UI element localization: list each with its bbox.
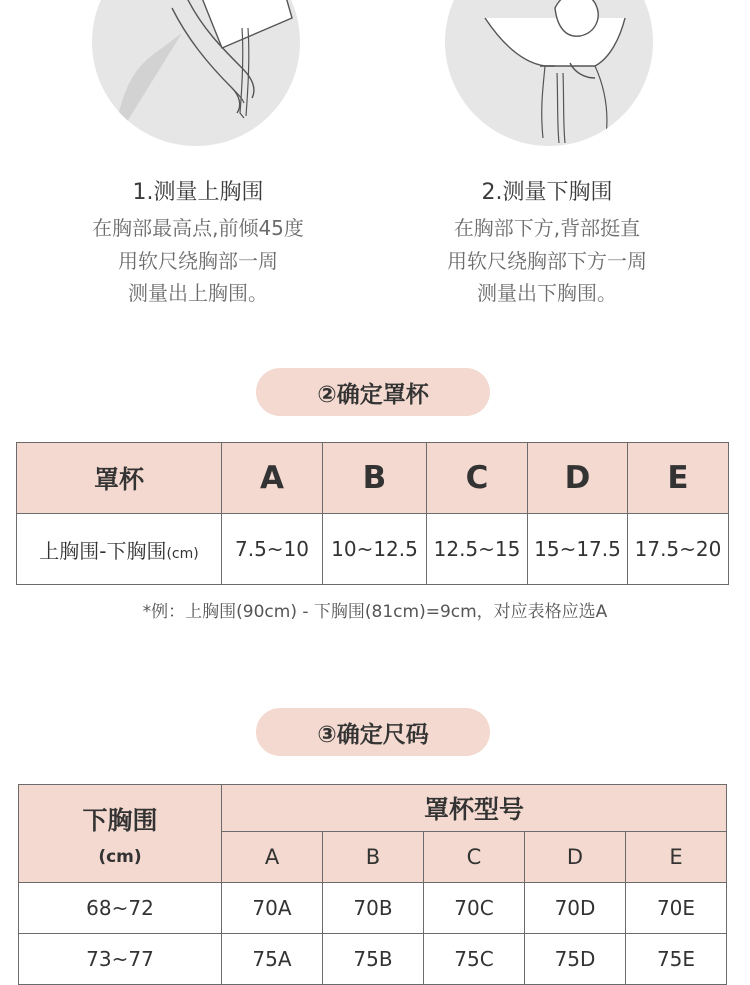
cup-table-header-row (17, 443, 729, 514)
step-2-line-2: 用软尺绕胸部下方一周 (447, 248, 647, 273)
size-cell: 70D (525, 883, 626, 934)
table-row (19, 934, 727, 985)
size-cup-e: E (626, 832, 727, 883)
size-cell: 75A (222, 934, 323, 985)
underbust-range-cell: 68~72 (19, 883, 222, 934)
range-cell-c: 12.5~15 (427, 514, 528, 585)
range-row-label (17, 514, 222, 585)
size-cell: 70B (323, 883, 424, 934)
size-cup-c: C (424, 832, 525, 883)
step-1-line-2: 用软尺绕胸部一周 (118, 248, 278, 273)
size-cell: 70E (626, 883, 727, 934)
cup-size-table (16, 442, 729, 585)
cup-header-c: C (427, 443, 528, 514)
underbust-range-cell: 73~77 (19, 934, 222, 985)
size-cup-d: D (525, 832, 626, 883)
size-cell: 75B (323, 934, 424, 985)
range-cell-b: 10~12.5 (323, 514, 427, 585)
range-cell-e: 17.5~20 (628, 514, 729, 585)
size-cell: 70C (424, 883, 525, 934)
upper-bust-figure-icon (92, 0, 300, 146)
cup-header-a: A (222, 443, 323, 514)
step-1-line-3: 测量出上胸围。 (128, 281, 268, 305)
step-2-description (377, 212, 717, 310)
size-cell: 75C (424, 934, 525, 985)
cup-header-label: 罩杯 (17, 443, 222, 514)
step-1-title: 1.测量上胸围 (132, 180, 264, 205)
size-table (18, 784, 727, 985)
size-cup-a: A (222, 832, 323, 883)
measure-under-bust-illustration (445, 0, 653, 146)
cup-table-range-row (17, 514, 729, 585)
cup-header-b: B (323, 443, 427, 514)
table-row (19, 883, 727, 934)
cup-header-e: E (628, 443, 729, 514)
range-row-label-text: 上胸围-下胸围 (39, 538, 167, 563)
measure-upper-bust-illustration (92, 0, 300, 146)
cup-example-note: *例：上胸围(90cm) - 下胸围(81cm)=9cm，对应表格应选A (142, 602, 608, 622)
underbust-header (19, 785, 222, 883)
range-row-unit: (cm) (166, 545, 199, 562)
section-size-title: ③确定尺码 (256, 708, 490, 756)
step-1-line-1: 在胸部最高点,前倾45度 (92, 216, 304, 240)
size-cup-b: B (323, 832, 424, 883)
step-2-line-3: 测量出下胸围。 (477, 281, 617, 305)
size-cell: 75E (626, 934, 727, 985)
range-cell-d: 15~17.5 (528, 514, 628, 585)
underbust-header-unit: (cm) (98, 846, 142, 867)
step-2-line-1: 在胸部下方,背部挺直 (453, 216, 641, 240)
cup-header-d: D (528, 443, 628, 514)
underbust-header-label: 下胸围 (82, 805, 158, 835)
range-cell-a: 7.5~10 (222, 514, 323, 585)
section-cup-title: ②确定罩杯 (256, 368, 490, 416)
step-2-title: 2.测量下胸围 (481, 180, 613, 205)
step-1-description (28, 212, 368, 310)
size-cell: 70A (222, 883, 323, 934)
size-table-group-row (19, 785, 727, 832)
under-bust-figure-icon (445, 0, 653, 146)
cup-model-header: 罩杯型号 (222, 785, 727, 832)
size-cell: 75D (525, 934, 626, 985)
